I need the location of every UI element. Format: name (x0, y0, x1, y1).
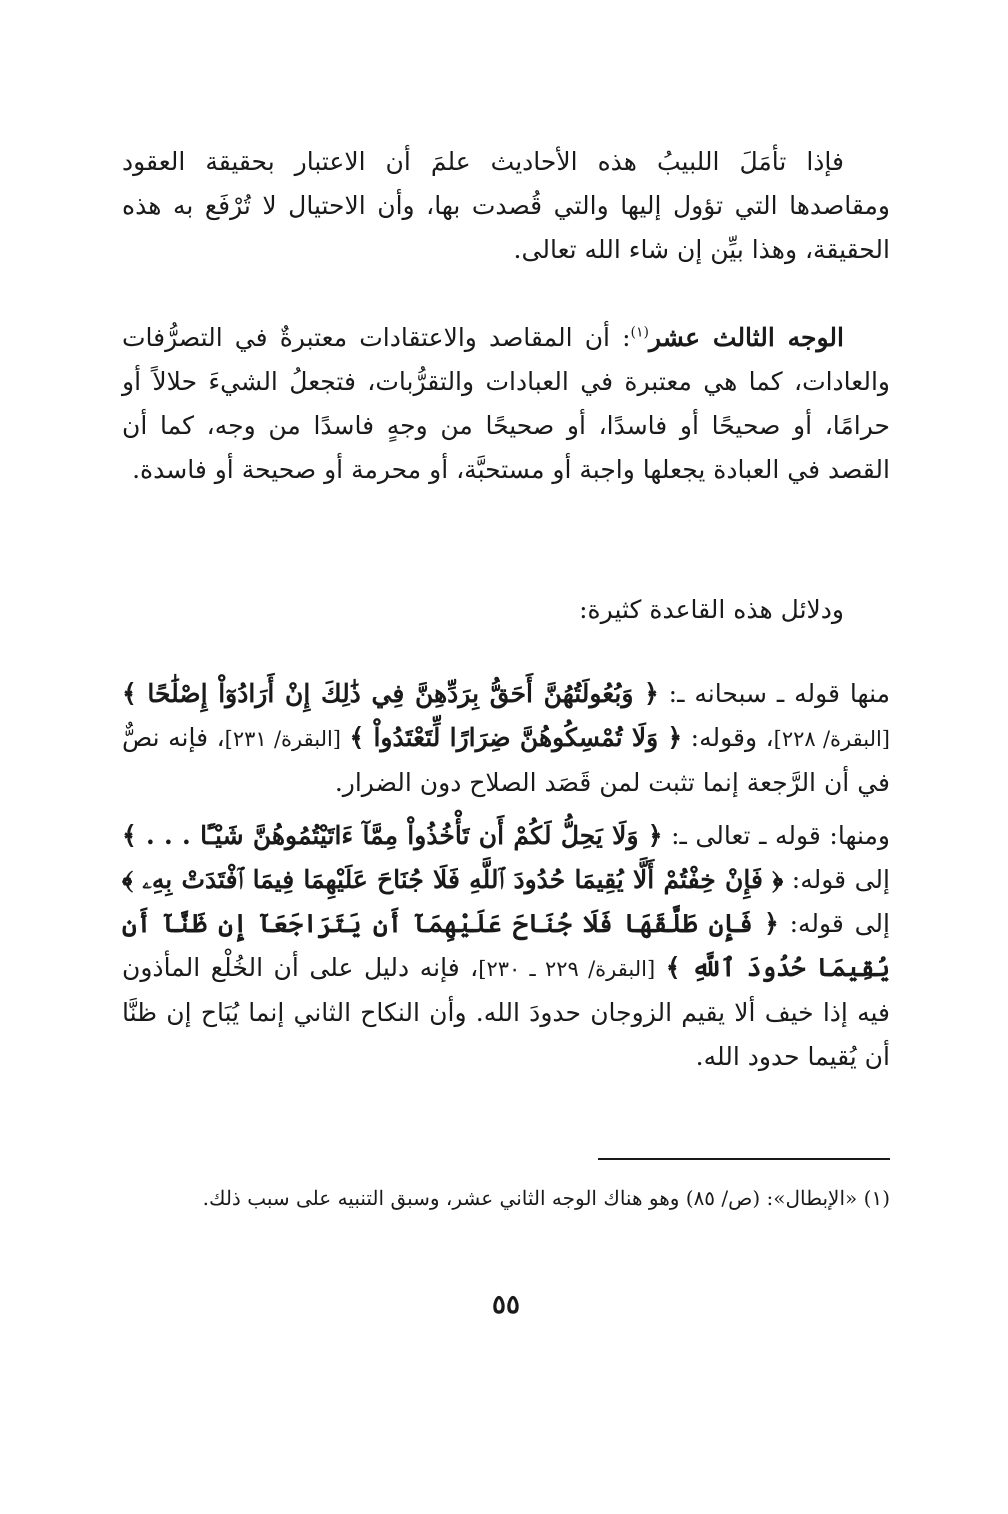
quran-verse-3: ﴿ وَلَا يَحِلُّ لَكُمْ أَن تَأْخُذُواْ مِمَّآ ءَاتَيْتُمُوهُنَّ شَيْـًٔا . . . ﴾ (122, 821, 663, 850)
quran-verse-5: ﴿ فَإِن طَلَّقَهَا فَلَا جُنَاحَ عَلَيْهِمَآ أَن يَتَرَاجَعَآ إِن ظَنَّآ أَن يُقِيمَا حُدُودَ ٱللَّهِ ﴾ (122, 909, 890, 982)
paragraph-4-conclusion: ، فإنه نصٌّ في أن الرَّجعة إنما تثبت لمن قَصَد الصلاح دون الضرار. (122, 723, 890, 797)
paragraph-3 (122, 588, 890, 632)
page-number: ٥٥ (492, 1290, 520, 1320)
footnote (122, 1180, 890, 1216)
paragraph-3-text: ودلائل هذه القاعدة كثيرة: (579, 595, 844, 624)
footnote-divider (598, 1158, 890, 1160)
paragraph-1-text: فإذا تأمَلَ اللبيبُ هذه الأحاديث علمَ أن الاعتبار بحقيقة العقود ومقاصدها التي تؤول إليها والتي قُصدت بها، وأن الاحتيال لا تُرْفَع به هذه الحقيقة، وهذا بيِّن إن شاء الله تعالى. (122, 147, 890, 264)
quran-verse-2: ﴿ وَلَا تُمْسِكُوهُنَّ ضِرَارًا لِّتَعْتَدُواْ ﴾ (349, 723, 683, 752)
footnote-text: «الإبطال»: (ص/ ٨٥) وهو هناك الوجه الثاني عشر، وسبق التنبيه على سبب ذلك. (202, 1186, 858, 1210)
footnote-reference[interactable]: (١) (630, 324, 650, 341)
paragraph-4 (122, 672, 890, 805)
paragraph-5 (122, 814, 890, 1079)
book-page (122, 140, 890, 1480)
paragraph-1 (122, 140, 890, 272)
paragraph-4-connector: ، وقوله: (690, 723, 774, 752)
quran-verse-4: ﴿ فَإِنْ خِفْتُمْ أَلَّا يُقِيمَا حُدُودَ ٱللَّهِ فَلَا جُنَاحَ عَلَيْهِمَا فِيمَا ٱفْتَدَتْ بِهِۦ ﴾ (122, 865, 784, 894)
verse-reference-2: [البقرة/ ٢٣١] (224, 727, 341, 751)
paragraph-5-connector-1: إلى قوله: (791, 865, 890, 894)
paragraph-2-text: : أن المقاصد والاعتقادات معتبرةٌ في التصرُّفات والعادات، كما هي معتبرة في العبادات والتقرُّبات، فتجعلُ الشيءَ حلالاً أو حرامًا، أو صحيحًا أو فاسدًا، أو صحيحًا من وجهٍ فاسدًا من وجه، كما أن القصد في العبادة يجعلها واجبة أو مستحبَّة، أو محرمة أو صحيحة أو فاسدة. (122, 323, 890, 484)
verse-reference-1: [البقرة/ ٢٢٨] (773, 727, 890, 751)
paragraph-5-connector-2: إلى قوله: (789, 909, 890, 938)
verse-reference-3: [البقرة/ ٢٢٩ ـ ٢٣٠] (478, 957, 656, 981)
paragraph-4-intro: منها قوله ـ سبحانه ـ: (668, 679, 891, 708)
quran-verse-1: ﴿ وَبُعُولَتُهُنَّ أَحَقُّ بِرَدِّهِنَّ فِي ذَٰلِكَ إِنْ أَرَادُوٓاْ إِصْلَٰحًا ﴾ (122, 679, 659, 708)
footnote-mark: (١) (863, 1186, 890, 1210)
section-heading: الوجه الثالث عشر (649, 323, 844, 352)
paragraph-5-intro: ومنها: قوله ـ تعالى ـ: (671, 821, 890, 850)
paragraph-5-conclusion: ، فإنه دليل على أن الخُلْع المأذون فيه إذا خيف ألا يقيم الزوجان حدودَ الله. وأن النكاح الثاني إنما يُبَاح إن ظنَّا أن يُقيما حدود الله. (122, 953, 890, 1071)
paragraph-2 (122, 316, 890, 492)
